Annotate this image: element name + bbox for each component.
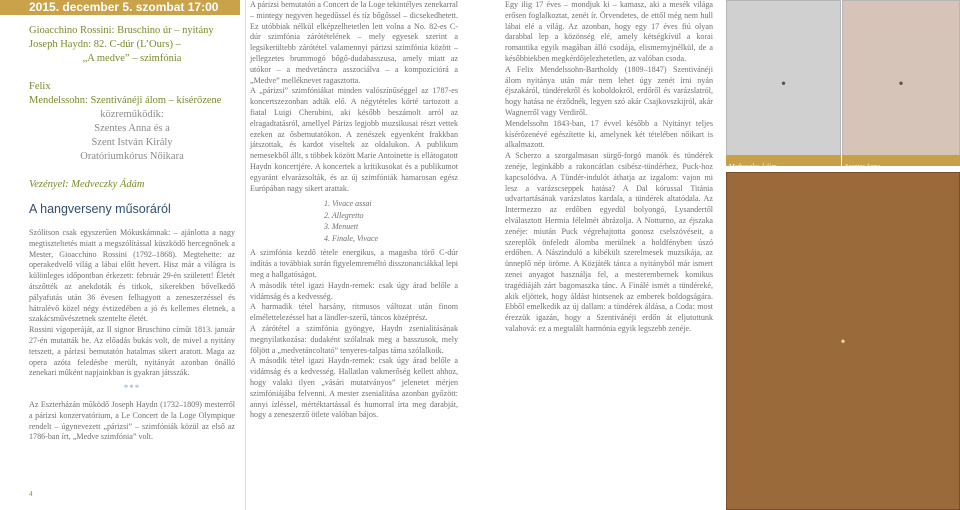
column-1 xyxy=(0,0,240,510)
concert-date: 2015. december 5. szombat 17:00 xyxy=(29,0,219,14)
movement-item: 3. Menuett xyxy=(324,222,359,232)
concert-hall-photo xyxy=(726,172,960,510)
program-piece-3: Mendelssohn: Szentivánéji álom – kísérőzene xyxy=(29,95,222,106)
col2-paragraph-2: A „párizsi” szimfóniákat minden valószínűséggel az 1787-es koncertszezonban adták elő. A négytételes kórté tartozott a fiatal Luigi Cherubini, aki később beszámolt arról az elragadtatásról, amellyel Párizs legjobb muzsikusai részt vettek ezeken az ősbemutatókon. A zenészek egyenként frakkban játszottak, és kardot viseltek az oldalukon. A publikum nemesekből állt, s többek között Marie Antoinette is ellátogatott Haydn koncertjére. A koncertek a kritikusokat és a publikumot egyaránt elvarázsolták, és az új szimfóniák hamarosan egész Európában nagy sikert arattak. xyxy=(250,86,458,193)
soloist-portrait-photo xyxy=(842,0,960,166)
section-divider-stars: *** xyxy=(123,383,141,394)
conductor-caption: Medveczky Ádám xyxy=(729,163,777,170)
concert-program xyxy=(29,24,235,192)
section-title: A hangverseny műsoráról xyxy=(29,202,171,216)
movement-item: 4. Finale, Vivace xyxy=(324,233,379,243)
col3-paragraph-1: Egy ilig 17 éves – mondjuk ki – kamasz, aki a mesék világa erősen foglalkoztat, zenét ír. Örvendetes, de ettől még nem hull lábai elé a világ. Az azonban, hogy egy 17 éves fiú olyan darabbal lep a közönség elé, amely kétségkívül a korai romantika egyik magában álló csodája, elismernyjnélkül, de a későbbiekben megkérdőjelezhetetlen, az valóban csoda. xyxy=(505,0,713,63)
program-conductor: Vezényel: Medveczky Ádám xyxy=(29,179,145,190)
column-3 xyxy=(505,0,715,510)
column-1-body xyxy=(29,228,235,443)
soloist-caption: Szentes Anna xyxy=(845,163,881,170)
col3-paragraph-4: A Scherzo a szorgalmasan sürgő-forgó manók és tündérek zenéje, leginkább a rakoncátlan csibész-tündérhez, Puck-hoz kapcsolódva. A Tündér-indulót áthatja az izgalom: vajon mi lesz a varázscseppek hatása? A Dal kórussal Titánia udvartartásának varázslatos kardala, a tündérek altatódala. Az Intermezzo az erdőben egyedül bolyongó, Lysandertől elválasztott Hermia félelmét ábrázolja. A Notturno, az éjszaka zenéje: miután Puck végrehajtotta gonosz cselszövéseit, a szereplők önfeledt álomba merülnek a holdfényben úszó erdőben. A Nászinduló a kibékült szerelmesek muzsikája, az ünneplő nép öröme. A Közjáték tánca a nyitányból már ismert zenei anyagot használja fel, a mesterembernek komikus tragédiájáh zárt bagomaszka tánc. A Finálé ismét a tündéreké, akik eljöttek, hogy áldást hintsenek az emberek boldogságára. Ebből emelkedik az új dallam: a tündérek áldása, a Coda: most érezzük igazán, hogy a Szentivánéji erdőn át eljutottunk valahová: ez a megtalált harmónia egyik legszebb zenéje. xyxy=(505,151,713,333)
column-2-body xyxy=(250,0,458,421)
col2-paragraph-7: A második tétel igazi Haydn-remek: csak úgy árad belőle a vidámság és a kedvesség. Hallatlan vakmerőség kellett ahhoz, hogy valaki ilyen „vásári mutatványos” jelenetet mérjen szimfóniájába felvenni. A mester zsenialitása azonban győzött: annyi ízléssel, mértéktartással és humorral írta meg darabját, hogy a zeneszerző ötlete valóban bájos. xyxy=(250,356,458,420)
col2-paragraph-4: A második tétel igazi Haydn-remek: csak úgy árad belőle a vidámság és a kedvesség. xyxy=(250,280,458,301)
program-composer-first-name: Felix xyxy=(29,81,51,92)
col2-paragraph-3: A szimfónia kezdő tétele energikus, a magasba törő C-dúr indítás a továbbiak során figyelemreméltó disszonanciákkal lepi meg a hallgatóságot. xyxy=(250,248,458,279)
date-bar xyxy=(0,0,240,15)
conductor-caption-bar xyxy=(726,155,841,170)
image-placeholder-icon: ● xyxy=(840,336,846,346)
movement-list xyxy=(324,198,458,244)
column-3-body xyxy=(505,0,713,335)
col2-paragraph-5: A harmadik tétel harsány, ritmusos változat után finom elmélettelezéssel hat a ländler-szerű, táncos középrész. xyxy=(250,302,458,323)
program-collaboration-label: közreműködik: xyxy=(100,109,164,120)
soloist-caption-bar xyxy=(842,155,960,170)
col3-paragraph-3: Mendelssohn 1843-ban, 17 évvel később a Nyitányt teljes kísérőzenévé egészítette ki, amelynek két tételében nőikart is alkalmazott. xyxy=(505,118,713,150)
movement-item: 1. Vivace assai xyxy=(324,199,372,209)
col1-paragraph-3: Az Eszterházán működő Joseph Haydn (1732–1809) mesterről a párizsi konzervatórium, a Le Concert de la Loge Olympique rendelt – úgynevezett „párizsi” – szimfóniák közül az első az 1786-ban írt, „Medve szimfónia” volt. xyxy=(29,399,235,442)
col3-paragraph-2: A Felix Mendelssohn-Bartholdy (1809–1847) Szentivánéji álom nyitánya után már nem lehet úgy zenét írni nyán éjszakáról, tündérekről és koboldokról, erdőről és varázslatról, hogy hatása ne érződnék, legyen szó akár Csajkovszkijról, akár Wagnerről vagy Verdiről. xyxy=(505,64,713,117)
col1-paragraph-1: Szólítson csak egyszerűen Mókuskámnak: – ajánlotta a nagy megtiszteltetés miatt a megszólítással küszködő hercegnőnek a Mester, Gioacchino Rossini (1792–1868). Megtehette: az operakedvelő világ a lábai előtt hevert. Hisz már a világra is különleges időpontban érkezett: február 29-én született! Életét átszőtték az anekdoták és titkok, sikerekben bővelkedő pályafutás után 36 évesen felhagyott a zeneszerzéssel és hátralévő közel négy évtizedében a jó és kellemes életnek, a szakácsművészetnek szentelte életét. xyxy=(29,228,235,324)
program-performer-3: Oratóriumkórus Nőikara xyxy=(80,151,184,162)
image-placeholder-icon: ● xyxy=(898,78,904,88)
image-placeholder-icon: ● xyxy=(781,78,786,88)
program-piece-2-line-1: Joseph Haydn: 82. C-dúr (L’Ours) – xyxy=(29,39,181,50)
movement-item: 2. Allegretto xyxy=(324,210,364,220)
col2-paragraph-6: A zárótétel a szimfónia gyöngye, Haydn zsenialitásának megnyilatkozása: dudaként szólalnak meg a basszusok, mely följött a „medvetáncoltató” tenyeres-talpas táma szólalkoik. xyxy=(250,323,458,355)
page-number: 4 xyxy=(29,490,33,498)
program-piece-2-line-2: „A medve” – szimfónia xyxy=(82,53,182,64)
program-performer-2: Szent István Király xyxy=(91,137,173,148)
program-piece-1: Gioacchino Rossini: Bruschino úr – nyitány xyxy=(29,25,214,36)
col1-paragraph-2: Rossini vígoperáját, az Il signor Bruschino címűt 1813. január 27-én mutatták be. Az előadás bukás volt, de mivel a nyitány tetszett, a párizsi bemutatón hatalmas sikert aratott. Maga az opera azóta feledésbe merült, nyitányát azonban önálló zenekari műként napjainkban is gyakran játsszák. xyxy=(29,325,235,378)
conductor-portrait-photo xyxy=(726,0,841,166)
col2-paragraph-1: A párizsi bemutatón a Concert de la Loge tekintélyes zenekarral – mintegy negyven hegedűssel és tíz bőgőssel – dicsekedhetett. Ez utóbbiak nélkül elképzelhetetlen lett volna a No. 82-es C-dúr szimfónia zárótételének – mely egyesek szerint a legsikerültebb zárótétel valamennyi párizsi szimfónia között – jellegzetes brummogó bőgő-dudabasszusa, amely miatt az utókor – a medvetáncra asszociálva – a kompozíciórá a „Medve” melléknevet ragasztotta. xyxy=(250,0,458,85)
column-2 xyxy=(245,0,460,510)
program-performer-1: Szentes Anna és a xyxy=(94,123,170,134)
